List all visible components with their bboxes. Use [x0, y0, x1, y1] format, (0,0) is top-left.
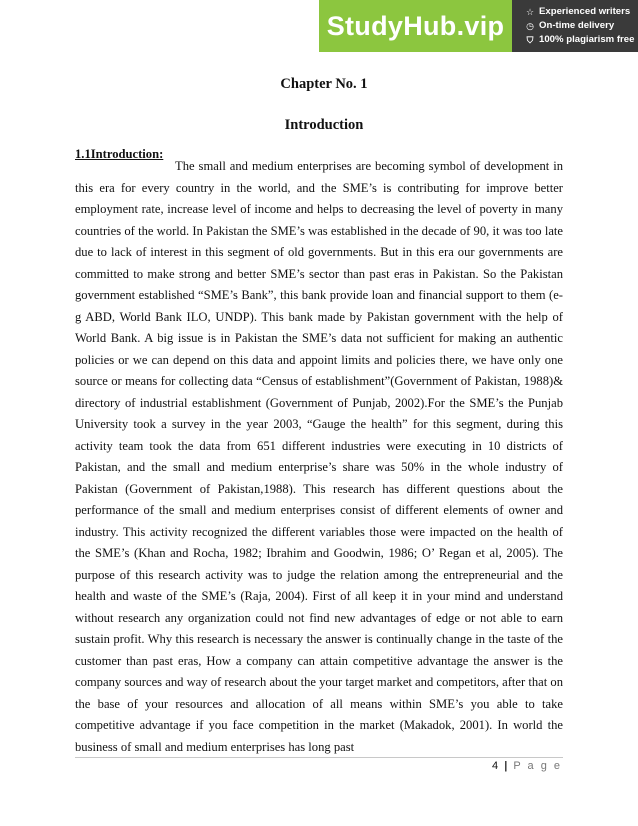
shield-icon: ⛉: [526, 35, 534, 45]
logo-text: StudyHub.vip: [326, 10, 505, 41]
section-heading: 1.1Introduction:: [75, 147, 164, 161]
studyhub-logo[interactable]: [319, 0, 512, 52]
page-title: Introduction: [284, 117, 364, 133]
feature-label: 100% plagiarism free: [539, 34, 635, 45]
feature-label: Experienced writers: [539, 6, 631, 17]
clock-icon: ◷: [526, 21, 534, 31]
page-footer: [492, 760, 562, 772]
feature-label: On-time delivery: [539, 20, 615, 31]
feature-list: [512, 0, 638, 52]
footer-divider: [75, 757, 563, 758]
page-label: P a g e: [513, 760, 562, 772]
document-page: [75, 70, 563, 758]
feature-item: [524, 19, 638, 33]
feature-item: [524, 33, 638, 47]
star-icon: ☆: [525, 7, 535, 17]
chapter-heading: Chapter No. 1: [280, 76, 368, 92]
feature-item: [524, 5, 638, 19]
page-number: 4: [492, 760, 499, 772]
footer-separator: |: [504, 760, 508, 772]
studyhub-banner[interactable]: [319, 0, 638, 52]
body-paragraph: The small and medium enterprises are becoming symbol of development in this era for every country in the world, and the SME’s is contributing for improve better employment rate, increase level of income and helps to decreasing the level of poverty in many countries of the world. In Pakistan the SME’s was established in the decade of 90, it was too late due to lack of interest in this segment of old governments. But in this era our governments are committed to make strong and better SME’s sector than past eras in Pakistan. So the Pakistan government established “SME’s Bank”, this bank provide loan and financial support to them (e-g ABD, World Bank ILO, UNDP). This bank made by Pakistan government with the help of World Bank. A big issue is in Pakistan the SME’s data not sufficient for making an authentic policies or we can depend on this data and appoint limits and policies there, we have only one source or means for collecting data “Census of establishment”(Government of Pakistan, 1988)& directory of industrial establishment (Government of Punjab, 2002).For the SME’s the Punjab University took a survey in the year 2003, “Gauge the health” for this segment, during this activity team took the data from 651 different industries were executing in 10 districts of Pakistan, and the small and medium enterprise’s share was 50% in the whole industry of Pakistan (Government of Pakistan,1988). This research has different questions about the performance of the small and medium enterprises consist of different elements of owner and industry. This activity recognized the different variables those were impacted on the health of the SME’s (Khan and Rocha, 1982; Ibrahim and Goodwin, 1986; O’ Regan et al, 2005). The purpose of this research activity was to judge the relation among the entrepreneurial and the health and waste of the SME’s (Raja, 2004). First of all keep it in your mind and understand without research any organization could not find new advantages of edge or not able to earn sustain profit. Why this research is necessary the answer is continually change in the taste of the customer than past eras, How a company can attain competitive advantage the answer is the company sources and way of research about the your target market and competitors, after that on the base of your resources and allocation of all means within SME’s you able to take competitive advantage if you face competition in the market (Makadok, 2001). In world the business of small and medium enterprises has long past: [75, 159, 563, 754]
